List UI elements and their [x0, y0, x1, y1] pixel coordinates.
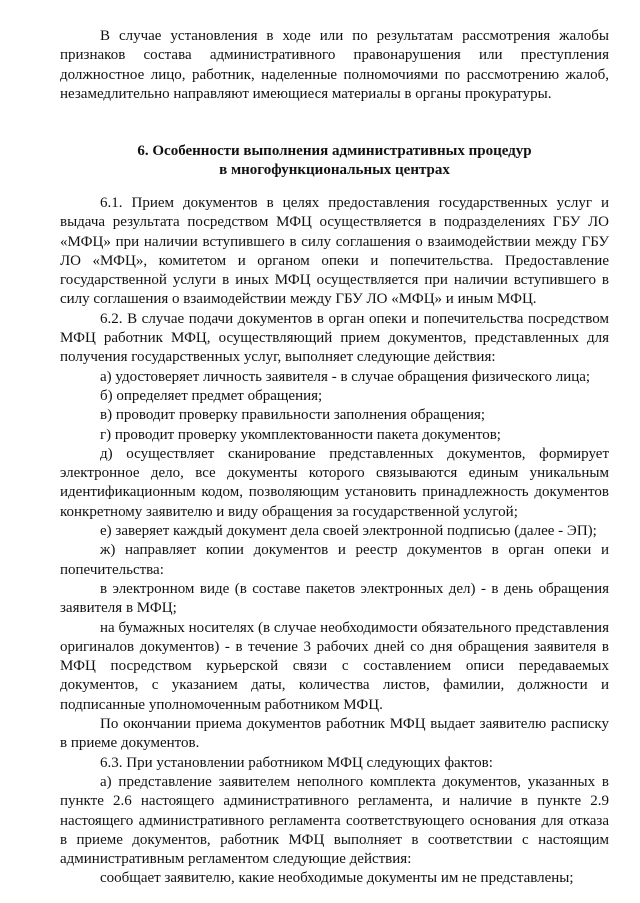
list-item-zh: ж) направляет копии документов и реестр документов в орган опеки и попечительства:	[60, 542, 609, 578]
section-heading	[60, 142, 609, 180]
list-item-d: д) осуществляет сканирование представленных документов, формирует электронное дело, все документы которого связываются единым уникальным идентификационным кодом, позволяющим установить принадлежность документов конкретному заявителю и виду обращения за государственной услугой;	[60, 445, 609, 520]
paragraph-6-2: 6.2. В случае подачи документов в орган опеки и попечительства посредством МФЦ работник МФЦ, осуществляющий прием документов, представленных для получения государственных услуг, выполняет следующие действия:	[60, 310, 609, 366]
list-item-g: г) проводит проверку укомплектованности пакета документов;	[100, 426, 501, 443]
list-item-b: б) определяет предмет обращения;	[100, 387, 323, 404]
sub-item-paper: на бумажных носителях (в случае необходимости обязательного представления оригиналов документов) - в течение 3 рабочих дней со дня обращения заявителя в МФЦ посредством курьерской связи с составлением описи передаваемых документов, с указанием даты, количества листов, фамилии, должности и подписанные уполномоченным работником МФЦ.	[60, 619, 609, 713]
list-item-e: е) заверяет каждый документ дела своей электронной подписью (далее - ЭП);	[100, 523, 597, 540]
list-item-a: а) удостоверяет личность заявителя - в случае обращения физического лица;	[100, 368, 591, 385]
intro-block	[60, 27, 609, 104]
paragraph-intro: В случае установления в ходе или по результатам рассмотрения жалобы признаков состава административного правонарушения или преступления должностное лицо, работник, наделенные полномочиями по рассмотрению жалоб, незамедлительно направляют имеющиеся материалы в органы прокуратуры.	[60, 28, 609, 102]
paragraph-6-3: 6.3. При установлении работником МФЦ следующих фактов:	[100, 754, 493, 771]
section-heading-line-1: 6. Особенности выполнения административных процедур	[137, 143, 532, 159]
paragraph-receipt: По окончании приема документов работник МФЦ выдает заявителю расписку в приеме документов.	[60, 716, 609, 752]
section-body	[60, 194, 609, 889]
list-item-6-3-a: а) представление заявителем неполного комплекта документов, указанных в пункте 2.6 настоящего административного регламента, и наличие в пункте 2.9 настоящего административного регламента соответствующего основания для отказа в приеме документов, работник МФЦ выполняет в соответствии с настоящим административным регламентом следующие действия:	[60, 773, 609, 868]
section-heading-line-2: в многофункциональных центрах	[219, 162, 450, 178]
paragraph-final: сообщает заявителю, какие необходимые документы им не представлены;	[100, 870, 574, 887]
list-item-v: в) проводит проверку правильности заполнения обращения;	[100, 407, 486, 424]
paragraph-6-1: 6.1. Прием документов в целях предоставления государственных услуг и выдача результата посредством МФЦ осуществляется в подразделениях ГБУ ЛО «МФЦ» при наличии вступившего в силу соглашения о взаимодействии между ГБУ ЛО «МФЦ», комитетом и органом опеки и попечительства. Предоставление государственной услуги в иных МФЦ осуществляется при наличии вступившего в силу соглашения о взаимодействии между ГБУ ЛО «МФЦ» и иным МФЦ.	[60, 195, 609, 308]
sub-item-electronic: в электронном виде (в составе пакетов электронных дел) - в день обращения заявителя в МФЦ;	[60, 580, 609, 617]
